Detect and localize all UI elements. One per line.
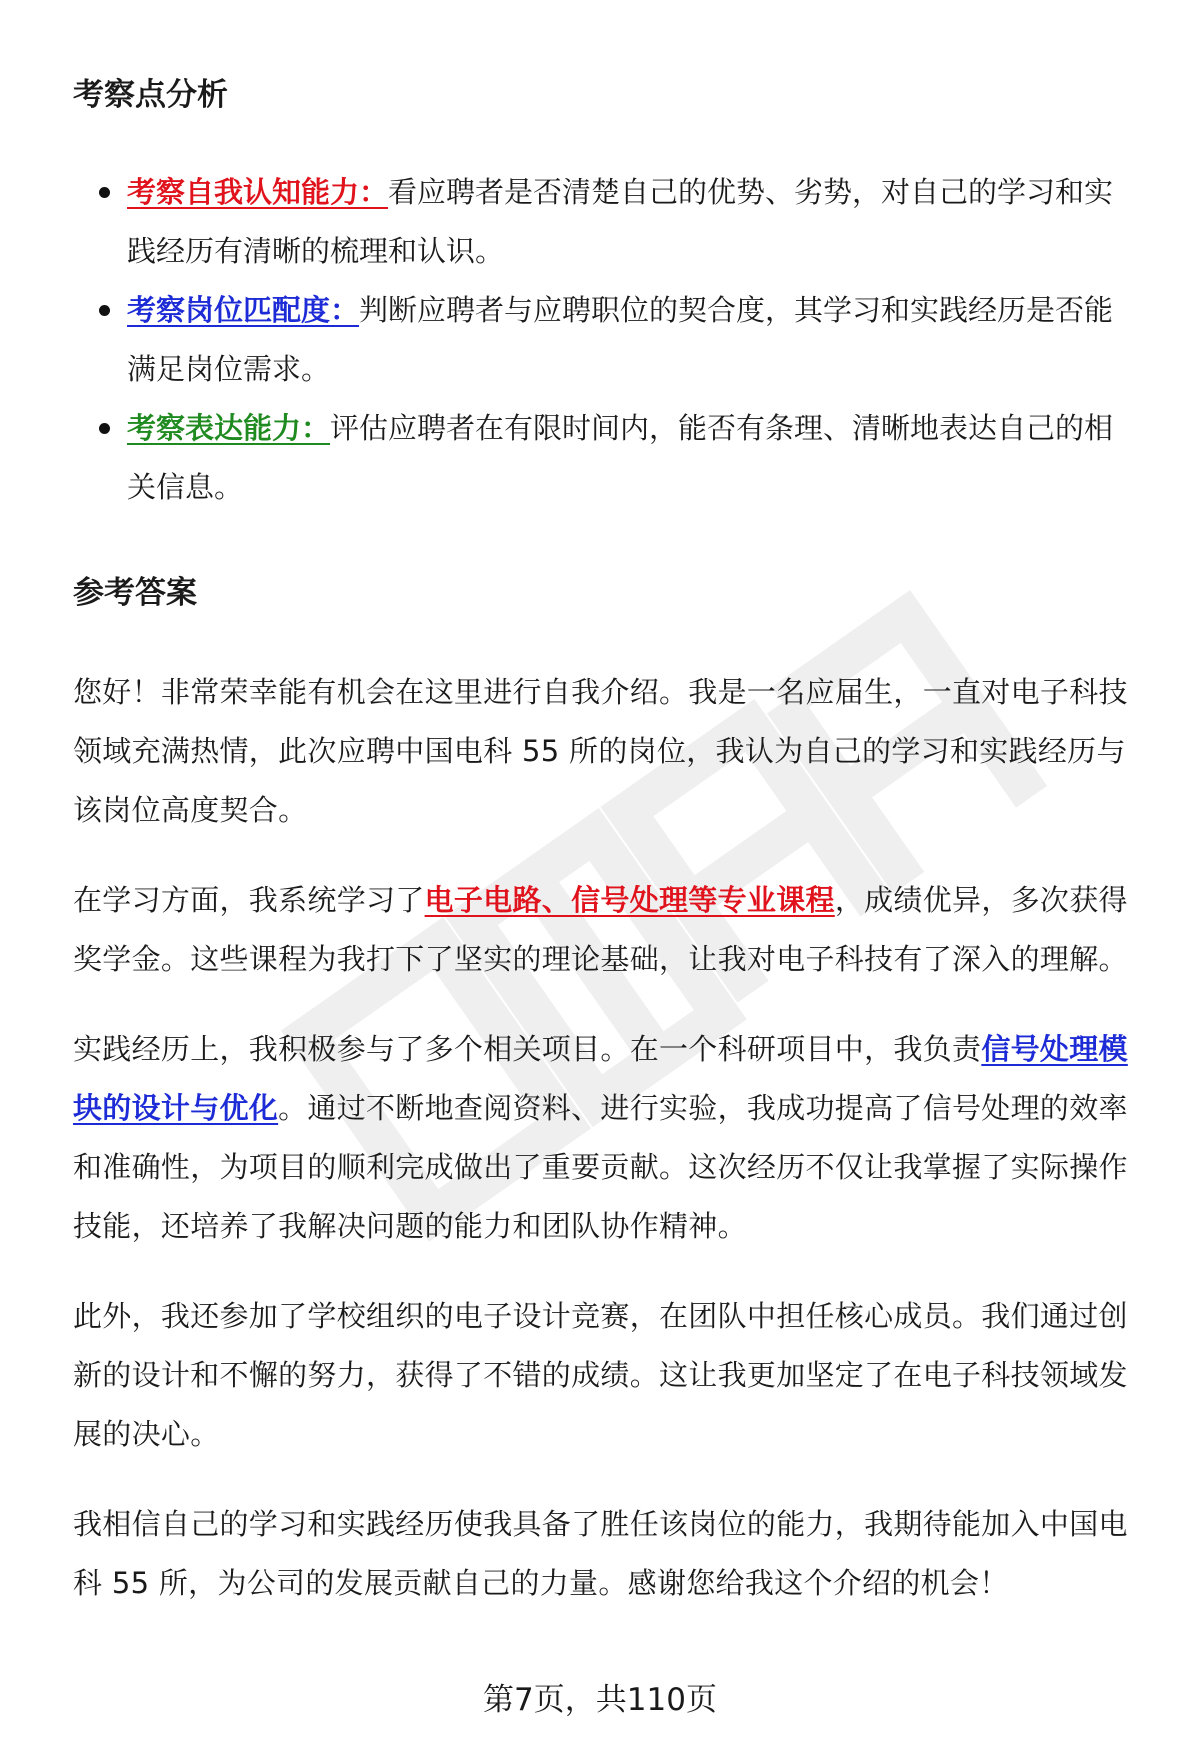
bullet-icon xyxy=(99,423,110,434)
highlight-module: 信号处理模块的设计与优化 xyxy=(73,1032,1128,1125)
bullet-icon xyxy=(99,305,110,316)
point-keyword: 考察表达能力： xyxy=(127,411,331,445)
analysis-point-list xyxy=(73,163,1143,517)
section-title-analysis: 考察点分析 xyxy=(73,77,228,113)
answer-paragraph xyxy=(73,871,1148,989)
answer-paragraph: 此外，我还参加了学校组织的电子设计竞赛，在团队中担任核心成员。我们通过创新的设计和不懈的努力，获得了不错的成绩。这让我更加坚定了在电子科技领域发展的决心。 xyxy=(73,1299,1128,1451)
point-keyword: 考察自我认知能力： xyxy=(127,175,389,209)
analysis-point xyxy=(73,399,1127,517)
highlight-courses: 电子电路、信号处理等专业课程 xyxy=(424,883,835,917)
point-keyword: 考察岗位匹配度： xyxy=(127,293,360,327)
analysis-point xyxy=(73,163,1127,281)
point-text: 评估应聘者在有限时间内，能否有条理、清晰地表达自己的相关信息。 xyxy=(127,411,1114,504)
answer-paragraph: 您好！非常荣幸能有机会在这里进行自我介绍。我是一名应届生，一直对电子科技领域充满热情，此次应聘中国电科 55 所的岗位，我认为自己的学习和实践经历与该岗位高度契合。 xyxy=(73,675,1128,827)
paragraph-text: 在学习方面，我系统学习了 xyxy=(73,883,425,917)
bullet-icon xyxy=(99,187,110,198)
paragraph-text: 实践经历上，我积极参与了多个相关项目。在一个科研项目中，我负责 xyxy=(73,1032,982,1066)
answer-body xyxy=(73,663,1148,1644)
point-text: 看应聘者是否清楚自己的优势、劣势，对自己的学习和实践经历有清晰的梳理和认识。 xyxy=(127,175,1114,268)
answer-paragraph xyxy=(73,1020,1148,1256)
paragraph-text: ，成绩优异，多次获得奖学金。这些课程为我打下了坚实的理论基础，让我对电子科技有了深入的理解。 xyxy=(73,883,1128,976)
section-title-answer: 参考答案 xyxy=(73,575,197,611)
paragraph-text: 。通过不断地查阅资料、进行实验，我成功提高了信号处理的效率和准确性，为项目的顺利完成做出了重要贡献。这次经历不仅让我掌握了实际操作技能，还培养了我解决问题的能力和团队协作精神。 xyxy=(73,1091,1128,1243)
analysis-point xyxy=(73,281,1127,399)
answer-paragraph: 我相信自己的学习和实践经历使我具备了胜任该岗位的能力，我期待能加入中国电科 55 所，为公司的发展贡献自己的力量。感谢您给我这个介绍的机会！ xyxy=(73,1507,1128,1600)
page-number: 第7页，共110页 xyxy=(483,1682,717,1718)
point-text: 判断应聘者与应聘职位的契合度，其学习和实践经历是否能满足岗位需求。 xyxy=(127,293,1114,386)
